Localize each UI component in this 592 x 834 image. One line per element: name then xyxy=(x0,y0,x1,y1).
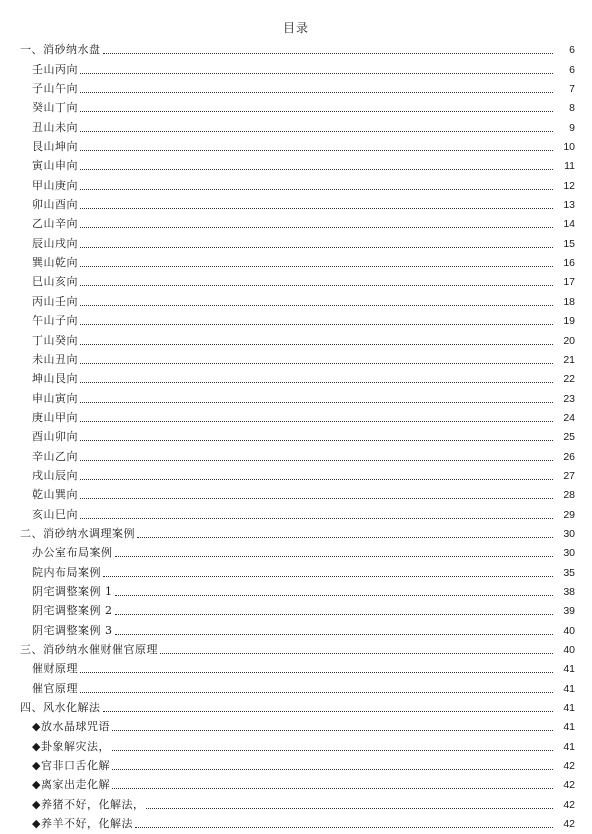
toc-page-number: 29 xyxy=(563,508,575,521)
toc-subentry[interactable] xyxy=(0,154,592,173)
toc-entry-label: ◆养猪不好，化解法， xyxy=(32,797,145,811)
toc-section-entry[interactable] xyxy=(0,696,592,715)
toc-page-number: 38 xyxy=(563,585,575,598)
dot-leader xyxy=(115,613,554,615)
toc-subentry[interactable] xyxy=(0,657,592,676)
toc-page-number: 19 xyxy=(563,315,575,328)
toc-entry-label: 催财原理 xyxy=(32,662,78,676)
toc-page-number: 10 xyxy=(563,141,575,154)
toc-page-number: 22 xyxy=(563,373,575,386)
toc-entry-label: 阴宅调整案例 2 xyxy=(32,604,113,618)
toc-title: 目录 xyxy=(282,21,309,35)
toc-entry-label: 酉山卯向 xyxy=(32,430,78,444)
toc-entry-label: 四、风水化解法 xyxy=(20,701,101,715)
dot-leader xyxy=(115,594,554,596)
toc-entry-label: 辛山乙向 xyxy=(32,449,78,463)
dot-leader xyxy=(80,304,553,306)
toc-subentry[interactable] xyxy=(0,580,592,599)
toc-page-number: 41 xyxy=(563,721,575,734)
dot-leader xyxy=(80,226,553,228)
toc-page-number: 41 xyxy=(563,682,575,695)
toc-subentry[interactable] xyxy=(0,173,592,192)
dot-leader xyxy=(103,52,554,54)
toc-section-entry[interactable] xyxy=(0,638,592,657)
toc-page-number: 40 xyxy=(563,624,575,637)
toc-page-number: 8 xyxy=(569,102,575,115)
toc-page-number: 24 xyxy=(563,411,575,424)
toc-subentry[interactable] xyxy=(0,289,592,308)
dot-leader xyxy=(80,362,553,364)
toc-entry-label: 丁山癸向 xyxy=(32,333,78,347)
toc-subentry[interactable] xyxy=(0,792,592,811)
dot-leader xyxy=(112,787,553,789)
toc-entry-label: 亥山巳向 xyxy=(32,507,78,521)
toc-subentry[interactable] xyxy=(0,444,592,463)
toc-entry-label: 巳山亥向 xyxy=(32,275,78,289)
toc-subentry[interactable] xyxy=(0,57,592,76)
toc-entry-label: 丙山壬向 xyxy=(32,294,78,308)
dot-leader xyxy=(103,575,553,577)
toc-subentry[interactable] xyxy=(0,425,592,444)
toc-entry-label: 寅山申向 xyxy=(32,159,78,173)
toc-entry-label: 乙山辛向 xyxy=(32,217,78,231)
toc-page-number: 41 xyxy=(563,702,575,715)
dot-leader xyxy=(80,497,553,499)
toc-entry-label: 坤山艮向 xyxy=(32,372,78,386)
toc-subentry[interactable] xyxy=(0,715,592,734)
toc-entry-label: 院内布局案例 xyxy=(32,565,101,579)
toc-entry-label: ◆离家出走化解 xyxy=(32,778,110,792)
toc-subentry[interactable] xyxy=(0,135,592,154)
toc-subentry[interactable] xyxy=(0,599,592,618)
toc-subentry[interactable] xyxy=(0,251,592,270)
toc-subentry[interactable] xyxy=(0,386,592,405)
dot-leader xyxy=(80,671,553,673)
dot-leader xyxy=(80,91,553,93)
dot-leader xyxy=(80,72,553,74)
toc-page-number: 21 xyxy=(563,353,575,366)
toc-subentry[interactable] xyxy=(0,348,592,367)
dot-leader xyxy=(112,768,553,770)
toc-entry-label: 未山丑向 xyxy=(32,352,78,366)
toc-page-number: 26 xyxy=(563,450,575,463)
table-of-contents xyxy=(0,38,592,831)
toc-subentry[interactable] xyxy=(0,406,592,425)
toc-page-number: 12 xyxy=(563,179,575,192)
dot-leader xyxy=(80,246,553,248)
toc-subentry[interactable] xyxy=(0,367,592,386)
toc-page-number: 30 xyxy=(563,527,575,540)
dot-leader xyxy=(80,284,553,286)
toc-subentry[interactable] xyxy=(0,212,592,231)
toc-subentry[interactable] xyxy=(0,115,592,134)
dot-leader xyxy=(80,110,553,112)
toc-entry-label: 催官原理 xyxy=(32,681,78,695)
toc-entry-label: 戌山辰向 xyxy=(32,468,78,482)
dot-leader xyxy=(80,401,553,403)
dot-leader xyxy=(80,459,553,461)
toc-subentry[interactable] xyxy=(0,96,592,115)
dot-leader xyxy=(80,478,553,480)
toc-page-number: 25 xyxy=(563,431,575,444)
toc-page-number: 15 xyxy=(563,237,575,250)
dot-leader xyxy=(80,343,553,345)
dot-leader xyxy=(80,517,553,519)
toc-entry-label: 办公室布局案例 xyxy=(32,546,113,560)
toc-section-entry[interactable] xyxy=(0,38,592,57)
toc-subentry[interactable] xyxy=(0,193,592,212)
toc-page-number: 35 xyxy=(563,566,575,579)
toc-page-number: 9 xyxy=(569,121,575,134)
toc-page-number: 30 xyxy=(563,547,575,560)
dot-leader xyxy=(80,420,553,422)
dot-leader xyxy=(80,168,553,170)
toc-subentry[interactable] xyxy=(0,309,592,328)
toc-page-number: 39 xyxy=(563,605,575,618)
toc-subentry[interactable] xyxy=(0,541,592,560)
toc-entry-label: 艮山坤向 xyxy=(32,140,78,154)
toc-entry-label: ◆官非口舌化解 xyxy=(32,759,110,773)
toc-subentry[interactable] xyxy=(0,560,592,579)
dot-leader xyxy=(80,265,553,267)
toc-page-number: 41 xyxy=(563,740,575,753)
dot-leader xyxy=(80,439,553,441)
toc-page-number: 41 xyxy=(563,663,575,676)
toc-entry-label: 乾山巽向 xyxy=(32,488,78,502)
toc-page-number: 42 xyxy=(563,779,575,792)
dot-leader xyxy=(160,652,553,654)
toc-entry-label: 阴宅调整案例 1 xyxy=(32,584,113,598)
toc-entry-label: ◆卦象解灾法， xyxy=(32,739,110,753)
toc-subentry[interactable] xyxy=(0,812,592,831)
toc-page-number: 20 xyxy=(563,334,575,347)
dot-leader xyxy=(112,729,553,731)
dot-leader xyxy=(80,130,553,132)
toc-page-number: 40 xyxy=(563,644,575,656)
toc-section-entry[interactable] xyxy=(0,522,592,541)
toc-page-number: 28 xyxy=(563,489,575,502)
dot-leader xyxy=(80,188,553,190)
toc-subentry[interactable] xyxy=(0,618,592,637)
toc-entry-label: 辰山戌向 xyxy=(32,236,78,250)
toc-page-number: 17 xyxy=(563,276,575,289)
dot-leader xyxy=(80,381,553,383)
toc-entry-label: 阴宅调整案例 3 xyxy=(32,623,113,637)
toc-subentry[interactable] xyxy=(0,676,592,695)
dot-leader xyxy=(146,807,553,809)
toc-subentry[interactable] xyxy=(0,502,592,521)
toc-page-number: 11 xyxy=(564,160,575,173)
toc-page-number: 18 xyxy=(563,295,575,308)
dot-leader xyxy=(80,149,553,151)
toc-subentry[interactable] xyxy=(0,734,592,753)
toc-subentry[interactable] xyxy=(0,464,592,483)
toc-subentry[interactable] xyxy=(0,773,592,792)
dot-leader xyxy=(80,207,553,209)
dot-leader xyxy=(112,749,553,751)
toc-page-number: 42 xyxy=(563,798,575,811)
toc-entry-label: 三、消砂纳水催财催官原理 xyxy=(20,643,158,656)
toc-entry-label: 一、消砂纳水盘 xyxy=(20,43,101,57)
toc-page-number: 42 xyxy=(563,760,575,773)
toc-entry-label: 卯山酉向 xyxy=(32,198,78,212)
dot-leader xyxy=(80,691,553,693)
dot-leader xyxy=(115,555,554,557)
dot-leader xyxy=(135,826,553,828)
toc-entry-label: 癸山丁向 xyxy=(32,101,78,115)
toc-entry-label: 二、消砂纳水调理案例 xyxy=(20,526,135,540)
toc-page-number: 14 xyxy=(563,218,575,231)
dot-leader xyxy=(115,633,554,635)
toc-page-number: 13 xyxy=(563,199,575,212)
toc-page-number: 16 xyxy=(563,257,575,270)
toc-entry-label: 申山寅向 xyxy=(32,391,78,405)
toc-page-number: 42 xyxy=(563,818,575,831)
toc-subentry[interactable] xyxy=(0,328,592,347)
dot-leader xyxy=(80,323,553,325)
toc-page-number: 6 xyxy=(569,44,575,57)
toc-entry-label: 庚山甲向 xyxy=(32,410,78,424)
dot-leader xyxy=(103,710,554,712)
toc-subentry[interactable] xyxy=(0,77,592,96)
toc-page-number: 23 xyxy=(563,392,575,405)
toc-page-number: 27 xyxy=(563,469,575,482)
toc-page-number: 7 xyxy=(569,83,575,96)
toc-entry-label: 壬山丙向 xyxy=(32,62,78,76)
toc-entry-label: 巽山乾向 xyxy=(32,256,78,270)
toc-page-number: 6 xyxy=(569,63,575,76)
toc-entry-label: 子山午向 xyxy=(32,82,78,96)
toc-entry-label: ◆放水晶球咒语 xyxy=(32,720,110,734)
toc-subentry[interactable] xyxy=(0,270,592,289)
toc-entry-label: ◆养羊不好，化解法 xyxy=(32,817,133,831)
toc-entry-label: 午山子向 xyxy=(32,314,78,328)
toc-subentry[interactable] xyxy=(0,483,592,502)
dot-leader xyxy=(137,536,553,538)
toc-subentry[interactable] xyxy=(0,754,592,773)
toc-entry-label: 丑山未向 xyxy=(32,120,78,134)
toc-subentry[interactable] xyxy=(0,231,592,250)
toc-entry-label: 甲山庚向 xyxy=(32,178,78,192)
